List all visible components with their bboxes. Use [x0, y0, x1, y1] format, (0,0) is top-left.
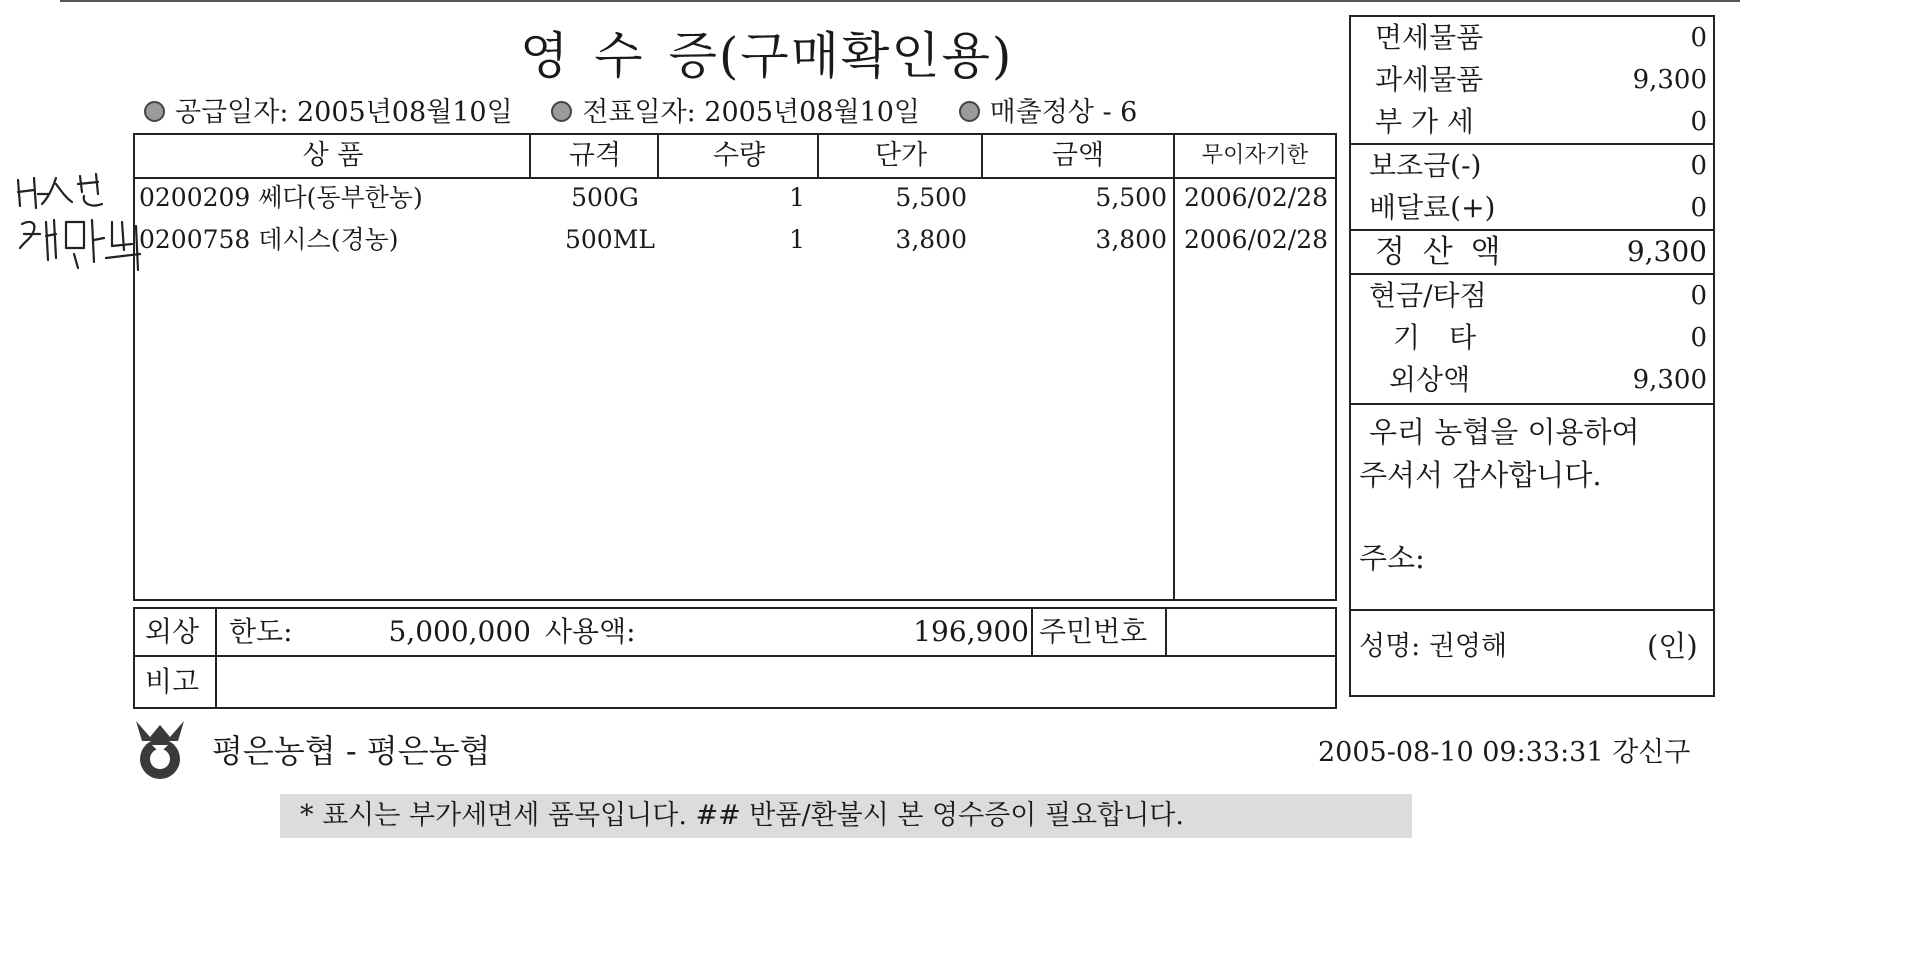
remarks-box — [133, 657, 1337, 709]
limit-value: 5,000,000 — [388, 615, 531, 648]
summary-divider — [1351, 609, 1713, 611]
col-divider — [529, 135, 531, 177]
row-product: 0200209 쎄다(동부한농) — [139, 183, 423, 212]
header-qty: 수량 — [712, 140, 766, 171]
slip-date-text: 전표일자: 2005년08월10일 — [582, 97, 920, 128]
summary-row — [1351, 59, 1713, 101]
header-amount: 금액 — [1051, 140, 1105, 171]
col-divider — [215, 609, 217, 655]
summary-label: 면세물품 — [1375, 21, 1484, 54]
bullet-icon — [959, 101, 980, 122]
summary-row — [1351, 359, 1713, 401]
credit-label: 외상 — [145, 615, 200, 648]
summary-row — [1351, 17, 1713, 59]
credit-box — [133, 607, 1337, 657]
items-table — [133, 133, 1337, 601]
name-label: 성명: 권영해 — [1359, 631, 1508, 662]
header-spec: 규격 — [568, 140, 622, 171]
row-qty: 1 — [789, 183, 805, 212]
notice-banner — [280, 794, 1412, 838]
summary-value: 0 — [1690, 193, 1707, 223]
summary-label: 현금/타점 — [1369, 279, 1487, 312]
title-rest: 증(구매확인용) — [668, 27, 1014, 85]
summary-value: 0 — [1690, 23, 1707, 53]
timestamp-operator: 2005-08-10 09:33:31 강신구 — [1318, 737, 1691, 768]
summary-row — [1351, 101, 1713, 143]
summary-row — [1351, 275, 1713, 317]
summary-label: 기 타 — [1393, 321, 1486, 354]
row-unit-price: 3,800 — [895, 225, 967, 254]
summary-value: 0 — [1690, 281, 1707, 311]
row-due: 2006/02/28 — [1183, 225, 1329, 254]
summary-label: 배달료(+) — [1369, 191, 1496, 224]
summary-label: 보조금(-) — [1369, 149, 1482, 182]
sales-status-text: 매출정상 - 6 — [989, 97, 1138, 128]
seal-mark: (인) — [1647, 629, 1698, 663]
receipt-title — [520, 16, 1013, 88]
col-divider — [1031, 609, 1033, 655]
header-unit-price: 단가 — [874, 140, 928, 171]
table-row — [135, 177, 1335, 219]
summary-value: 9,300 — [1632, 365, 1707, 395]
bullet-icon — [144, 101, 165, 122]
summary-value: 9,300 — [1626, 235, 1707, 268]
summary-label: 정 산 액 — [1375, 234, 1505, 270]
nonghyup-logo-icon — [132, 717, 188, 783]
top-rule — [60, 0, 1740, 2]
summary-value: 0 — [1690, 107, 1707, 137]
thank-you-line1: 우리 농협을 이용하여 — [1369, 415, 1640, 449]
date-line — [144, 90, 1167, 129]
col-divider — [981, 135, 983, 177]
bullet-icon — [551, 101, 572, 122]
address-label: 주소: — [1359, 541, 1425, 575]
col-divider — [1165, 609, 1167, 655]
summary-label: 과세물품 — [1375, 63, 1484, 96]
summary-row — [1351, 187, 1713, 229]
notice-text: * 표시는 부가세면세 품목입니다. ## 반품/환불시 본 영수증이 필요합니다. — [300, 800, 1184, 831]
summary-label: 부 가 세 — [1375, 105, 1474, 138]
row-qty: 1 — [789, 225, 805, 254]
row-product: 0200758 데시스(경농) — [139, 225, 399, 254]
summary-value: 0 — [1690, 151, 1707, 181]
row-spec: 500ML — [565, 225, 655, 254]
row-unit-price: 5,500 — [895, 183, 967, 212]
col-divider — [215, 657, 217, 707]
row-amount: 5,500 — [1095, 183, 1167, 212]
col-divider — [817, 135, 819, 177]
summary-divider — [1351, 403, 1713, 405]
summary-row — [1351, 317, 1713, 359]
summary-row — [1351, 145, 1713, 187]
used-value: 196,900 — [913, 615, 1029, 648]
limit-label: 한도: — [229, 615, 293, 648]
summary-value: 9,300 — [1632, 65, 1707, 95]
remarks-label: 비고 — [145, 665, 200, 698]
header-product: 상 품 — [302, 140, 364, 171]
summary-value: 0 — [1690, 323, 1707, 353]
row-amount: 3,800 — [1095, 225, 1167, 254]
header-due: 무이자기한 — [1201, 143, 1309, 168]
organization-name: 평은농협 - 평은농협 — [212, 732, 491, 770]
thank-you-line2: 주셔서 감사합니다. — [1359, 458, 1602, 492]
table-row — [135, 219, 1335, 261]
sales-status — [959, 90, 1138, 129]
row-spec: 500G — [571, 183, 639, 212]
resident-label: 주민번호 — [1039, 615, 1148, 648]
supply-date-text: 공급일자: 2005년08월10일 — [175, 97, 513, 128]
title-spaced: 영수 — [520, 27, 669, 85]
used-label: 사용액: — [545, 615, 636, 648]
summary-label: 외상액 — [1389, 363, 1471, 396]
slip-date — [551, 90, 920, 129]
summary-total-row — [1351, 231, 1713, 273]
supply-date — [144, 90, 513, 129]
row-due: 2006/02/28 — [1183, 183, 1329, 212]
summary-panel — [1349, 15, 1715, 697]
col-divider — [657, 135, 659, 177]
